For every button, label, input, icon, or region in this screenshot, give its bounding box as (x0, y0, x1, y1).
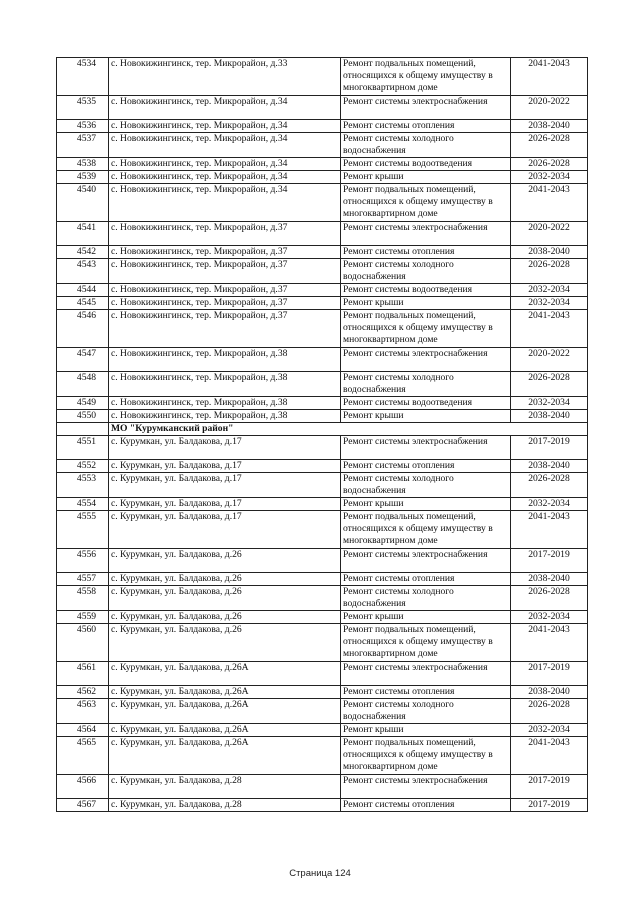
row-number: 4548 (57, 372, 109, 397)
row-period: 2038-2040 (511, 460, 588, 473)
row-period: 2032-2034 (511, 498, 588, 511)
row-address: с. Новокижингинск, тер. Микрорайон, д.37 (109, 246, 341, 259)
row-period: 2041-2043 (511, 624, 588, 662)
row-period: 2017-2019 (511, 799, 588, 812)
row-work-type: Ремонт системы водоотведения (341, 284, 511, 297)
row-work-type: Ремонт системы электроснабжения (341, 222, 511, 246)
row-number: 4553 (57, 473, 109, 498)
row-work-type: Ремонт системы холодного водоснабжения (341, 259, 511, 284)
row-number: 4560 (57, 624, 109, 662)
row-work-type: Ремонт системы водоотведения (341, 397, 511, 410)
row-address: с. Курумкан, ул. Балдакова, д.26 (109, 573, 341, 586)
row-period: 2020-2022 (511, 348, 588, 372)
table-row (57, 96, 588, 120)
row-work-type: Ремонт системы холодного водоснабжения (341, 473, 511, 498)
row-number: 4556 (57, 549, 109, 573)
row-address: с. Курумкан, ул. Балдакова, д.26А (109, 686, 341, 699)
row-address: с. Новокижингинск, тер. Микрорайон, д.37 (109, 284, 341, 297)
table-row (57, 58, 588, 96)
row-number: 4545 (57, 297, 109, 310)
table-row (57, 686, 588, 699)
row-period: 2026-2028 (511, 372, 588, 397)
row-work-type: Ремонт системы отопления (341, 460, 511, 473)
row-address: с. Курумкан, ул. Балдакова, д.26А (109, 662, 341, 686)
row-period: 2041-2043 (511, 184, 588, 222)
row-number: 4561 (57, 662, 109, 686)
row-work-type: Ремонт системы отопления (341, 686, 511, 699)
row-number: 4549 (57, 397, 109, 410)
row-address: с. Курумкан, ул. Балдакова, д.26А (109, 737, 341, 775)
section-row (57, 423, 588, 436)
row-work-type: Ремонт подвальных помещений, относящихся к общему имуществу в многоквартирном доме (341, 58, 511, 96)
section-num-cell (57, 423, 109, 436)
row-work-type: Ремонт системы отопления (341, 246, 511, 259)
row-period: 2017-2019 (511, 436, 588, 460)
row-work-type: Ремонт крыши (341, 171, 511, 184)
table-row (57, 133, 588, 158)
row-number: 4555 (57, 511, 109, 549)
row-address: с. Новокижингинск, тер. Микрорайон, д.33 (109, 58, 341, 96)
row-work-type: Ремонт системы отопления (341, 799, 511, 812)
row-number: 4534 (57, 58, 109, 96)
row-number: 4536 (57, 120, 109, 133)
row-work-type: Ремонт крыши (341, 297, 511, 310)
row-number: 4558 (57, 586, 109, 611)
row-period: 2026-2028 (511, 158, 588, 171)
table-row (57, 498, 588, 511)
table-row (57, 611, 588, 624)
row-period: 2041-2043 (511, 737, 588, 775)
row-address: с. Курумкан, ул. Балдакова, д.26А (109, 724, 341, 737)
row-work-type: Ремонт системы холодного водоснабжения (341, 699, 511, 724)
row-period: 2026-2028 (511, 699, 588, 724)
row-work-type: Ремонт системы холодного водоснабжения (341, 586, 511, 611)
table-row (57, 662, 588, 686)
row-work-type: Ремонт системы электроснабжения (341, 96, 511, 120)
row-number: 4566 (57, 775, 109, 799)
table-row (57, 799, 588, 812)
row-number: 4546 (57, 310, 109, 348)
table-row (57, 624, 588, 662)
row-period: 2032-2034 (511, 611, 588, 624)
row-period: 2026-2028 (511, 586, 588, 611)
row-work-type: Ремонт крыши (341, 410, 511, 423)
row-work-type: Ремонт системы электроснабжения (341, 348, 511, 372)
row-number: 4557 (57, 573, 109, 586)
row-number: 4563 (57, 699, 109, 724)
row-address: с. Курумкан, ул. Балдакова, д.28 (109, 775, 341, 799)
row-address: с. Новокижингинск, тер. Микрорайон, д.34 (109, 184, 341, 222)
row-number: 4542 (57, 246, 109, 259)
row-number: 4535 (57, 96, 109, 120)
row-address: с. Новокижингинск, тер. Микрорайон, д.34 (109, 171, 341, 184)
row-address: с. Новокижингинск, тер. Микрорайон, д.38 (109, 348, 341, 372)
row-period: 2032-2034 (511, 724, 588, 737)
table-row (57, 737, 588, 775)
row-work-type: Ремонт системы холодного водоснабжения (341, 133, 511, 158)
row-address: с. Курумкан, ул. Балдакова, д.17 (109, 436, 341, 460)
row-number: 4550 (57, 410, 109, 423)
row-period: 2017-2019 (511, 549, 588, 573)
table-row (57, 120, 588, 133)
table-row (57, 372, 588, 397)
table-row (57, 724, 588, 737)
capital-repair-table (56, 57, 588, 812)
table-row (57, 222, 588, 246)
row-address: с. Новокижингинск, тер. Микрорайон, д.37 (109, 259, 341, 284)
row-number: 4552 (57, 460, 109, 473)
row-period: 2032-2034 (511, 171, 588, 184)
table-row (57, 410, 588, 423)
row-period: 2020-2022 (511, 96, 588, 120)
row-address: с. Курумкан, ул. Балдакова, д.26 (109, 611, 341, 624)
table-row (57, 397, 588, 410)
row-address: с. Курумкан, ул. Балдакова, д.26 (109, 549, 341, 573)
table-row (57, 436, 588, 460)
table-row (57, 573, 588, 586)
row-work-type: Ремонт системы электроснабжения (341, 549, 511, 573)
row-period: 2017-2019 (511, 662, 588, 686)
table-row (57, 460, 588, 473)
row-address: с. Курумкан, ул. Балдакова, д.28 (109, 799, 341, 812)
table-row (57, 511, 588, 549)
section-title: МО "Курумканский район" (109, 423, 588, 436)
table-row (57, 348, 588, 372)
table-row (57, 184, 588, 222)
row-work-type: Ремонт системы отопления (341, 120, 511, 133)
row-work-type: Ремонт подвальных помещений, относящихся к общему имуществу в многоквартирном доме (341, 184, 511, 222)
row-address: с. Новокижингинск, тер. Микрорайон, д.37 (109, 222, 341, 246)
row-address: с. Новокижингинск, тер. Микрорайон, д.38 (109, 372, 341, 397)
row-address: с. Новокижингинск, тер. Микрорайон, д.37 (109, 310, 341, 348)
row-work-type: Ремонт подвальных помещений, относящихся к общему имуществу в многоквартирном доме (341, 310, 511, 348)
table-row (57, 158, 588, 171)
row-number: 4538 (57, 158, 109, 171)
row-address: с. Курумкан, ул. Балдакова, д.17 (109, 460, 341, 473)
row-address: с. Новокижингинск, тер. Микрорайон, д.38 (109, 397, 341, 410)
row-number: 4543 (57, 259, 109, 284)
row-number: 4554 (57, 498, 109, 511)
table-row (57, 775, 588, 799)
row-number: 4564 (57, 724, 109, 737)
table-row (57, 310, 588, 348)
row-period: 2017-2019 (511, 775, 588, 799)
page-number: Страница 124 (289, 868, 351, 879)
row-period: 2038-2040 (511, 573, 588, 586)
row-work-type: Ремонт системы электроснабжения (341, 662, 511, 686)
row-address: с. Курумкан, ул. Балдакова, д.26 (109, 586, 341, 611)
row-address: с. Новокижингинск, тер. Микрорайон, д.34 (109, 96, 341, 120)
table-row (57, 284, 588, 297)
row-address: с. Новокижингинск, тер. Микрорайон, д.34 (109, 120, 341, 133)
row-address: с. Новокижингинск, тер. Микрорайон, д.34 (109, 158, 341, 171)
row-address: с. Курумкан, ул. Балдакова, д.26 (109, 624, 341, 662)
row-address: с. Новокижингинск, тер. Микрорайон, д.38 (109, 410, 341, 423)
table-row (57, 259, 588, 284)
row-work-type: Ремонт системы водоотведения (341, 158, 511, 171)
row-work-type: Ремонт системы электроснабжения (341, 775, 511, 799)
row-work-type: Ремонт крыши (341, 498, 511, 511)
row-number: 4562 (57, 686, 109, 699)
row-address: с. Курумкан, ул. Балдакова, д.17 (109, 498, 341, 511)
table-row (57, 246, 588, 259)
row-address: с. Курумкан, ул. Балдакова, д.17 (109, 511, 341, 549)
row-address: с. Курумкан, ул. Балдакова, д.17 (109, 473, 341, 498)
row-work-type: Ремонт подвальных помещений, относящихся к общему имуществу в многоквартирном доме (341, 511, 511, 549)
row-period: 2026-2028 (511, 473, 588, 498)
table-row (57, 171, 588, 184)
row-number: 4541 (57, 222, 109, 246)
table-row (57, 473, 588, 498)
row-period: 2038-2040 (511, 410, 588, 423)
row-number: 4559 (57, 611, 109, 624)
row-period: 2038-2040 (511, 246, 588, 259)
row-address: с. Новокижингинск, тер. Микрорайон, д.34 (109, 133, 341, 158)
row-period: 2032-2034 (511, 284, 588, 297)
row-work-type: Ремонт подвальных помещений, относящихся к общему имуществу в многоквартирном доме (341, 737, 511, 775)
row-number: 4544 (57, 284, 109, 297)
table-row (57, 549, 588, 573)
table-row (57, 586, 588, 611)
table-row (57, 297, 588, 310)
row-period: 2020-2022 (511, 222, 588, 246)
row-period: 2026-2028 (511, 133, 588, 158)
row-number: 4565 (57, 737, 109, 775)
row-address: с. Новокижингинск, тер. Микрорайон, д.37 (109, 297, 341, 310)
row-period: 2032-2034 (511, 297, 588, 310)
row-work-type: Ремонт подвальных помещений, относящихся к общему имуществу в многоквартирном доме (341, 624, 511, 662)
row-number: 4537 (57, 133, 109, 158)
row-period: 2041-2043 (511, 511, 588, 549)
row-period: 2032-2034 (511, 397, 588, 410)
row-work-type: Ремонт крыши (341, 611, 511, 624)
row-work-type: Ремонт системы отопления (341, 573, 511, 586)
row-number: 4539 (57, 171, 109, 184)
row-period: 2026-2028 (511, 259, 588, 284)
row-number: 4551 (57, 436, 109, 460)
row-number: 4540 (57, 184, 109, 222)
row-period: 2038-2040 (511, 686, 588, 699)
row-number: 4547 (57, 348, 109, 372)
table-body (57, 58, 588, 812)
row-address: с. Курумкан, ул. Балдакова, д.26А (109, 699, 341, 724)
table-row (57, 699, 588, 724)
row-period: 2041-2043 (511, 310, 588, 348)
row-period: 2038-2040 (511, 120, 588, 133)
row-period: 2041-2043 (511, 58, 588, 96)
row-number: 4567 (57, 799, 109, 812)
row-work-type: Ремонт крыши (341, 724, 511, 737)
row-work-type: Ремонт системы электроснабжения (341, 436, 511, 460)
row-work-type: Ремонт системы холодного водоснабжения (341, 372, 511, 397)
